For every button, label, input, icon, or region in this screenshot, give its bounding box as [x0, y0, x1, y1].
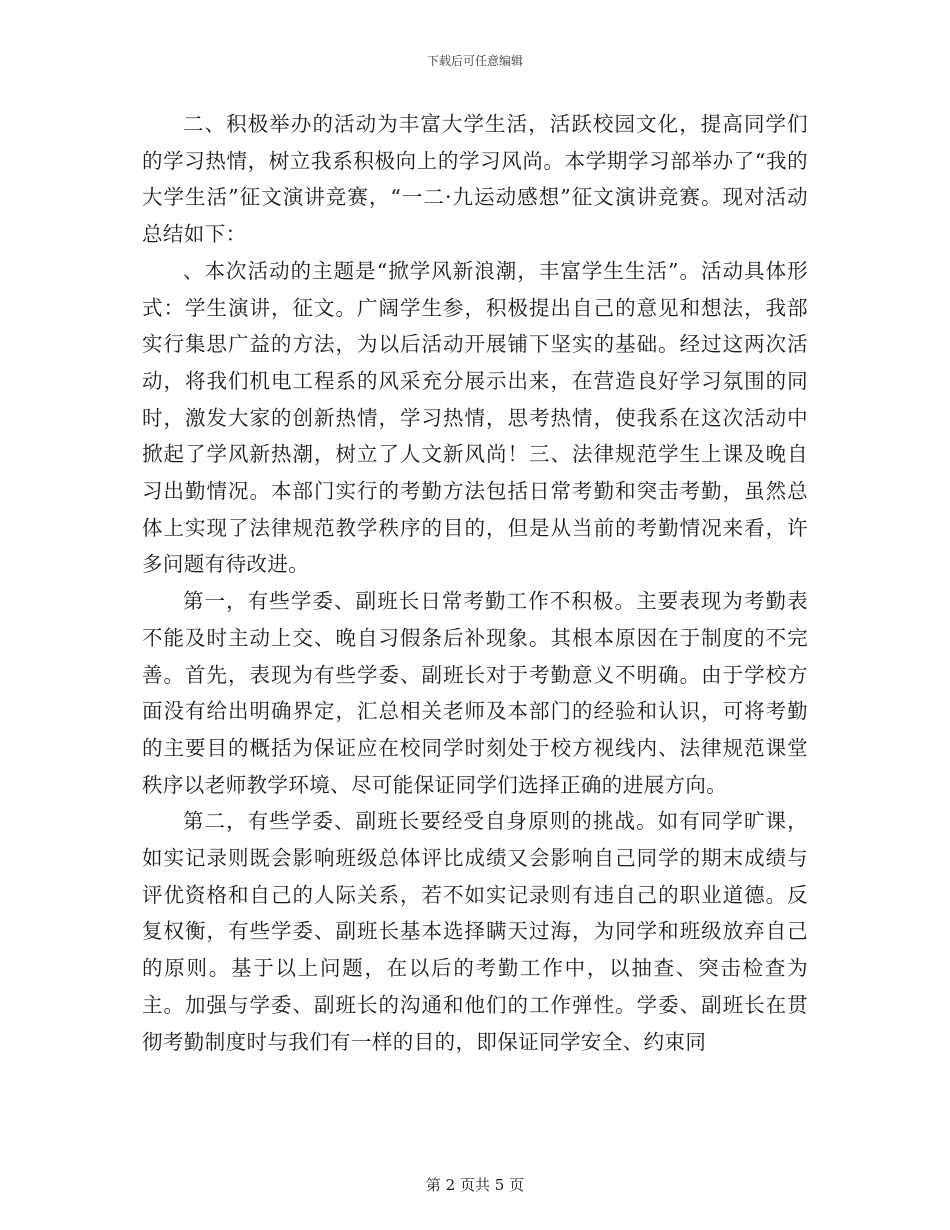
document-body — [142, 106, 808, 1060]
paragraph-activity-theme: 、本次活动的主题是“掀学风新浪潮，丰富学生生活”。活动具体形式：学生演讲，征文。广阔学生参，积极提出自己的意见和想法，我部实行集思广益的方法，为以后活动开展铺下坚实的基础。经过这两次活动，将我们机电工程系的风采充分展示出来，在营造良好学习氛围的同时，激发大家的创新热情，学习热情，思考热情，使我系在这次活动中掀起了学风新热潮，树立了人文新风尚！三、法律规范学生上课及晚自习出勤情况。本部门实行的考勤方法包括日常考勤和突击考勤，虽然总体上实现了法律规范教学秩序的目的，但是从当前的考勤情况来看，许多问题有待改进。 — [142, 258, 808, 577]
page-header-note: 下载后可任意编辑 — [426, 54, 523, 68]
page-number: 第 2 页共 5 页 — [425, 1176, 525, 1194]
paragraph-activities: 二、积极举办的活动为丰富大学生活，活跃校园文化，提高同学们的学习热情，树立我系积极向上的学习风尚。本学期学习部举办了“我的大学生活”征文演讲竞赛，“一二·九运动感想”征文演讲竞赛。现对活动总结如下： — [142, 112, 808, 247]
paragraph-first-issue: 第一，有些学委、副班长日常考勤工作不积极。主要表现为考勤表不能及时主动上交、晚自习假条后补现象。其根本原因在于制度的不完善。首先，表现为有些学委、副班长对于考勤意义不明确。由于学校方面没有给出明确界定，汇总相关老师及本部门的经验和认识，可将考勤的主要目的概括为保证应在校同学时刻处于校方视线内、法律规范课堂秩序以老师教学环境、尽可能保证同学们选择正确的进展方向。 — [142, 589, 808, 797]
paragraph-second-issue: 第二，有些学委、副班长要经受自身原则的挑战。如有同学旷课，如实记录则既会影响班级总体评比成绩又会影响自己同学的期末成绩与评优资格和自己的人际关系，若不如实记录则有违自己的职业道德。反复权衡，有些学委、副班长基本选择瞒天过海，为同学和班级放弃自己的原则。基于以上问题，在以后的考勤工作中，以抽查、突击检查为主。加强与学委、副班长的沟通和他们的工作弹性。学委、副班长在贯彻考勤制度时与我们有一样的目的，即保证同学安全、约束同 — [142, 809, 808, 1054]
